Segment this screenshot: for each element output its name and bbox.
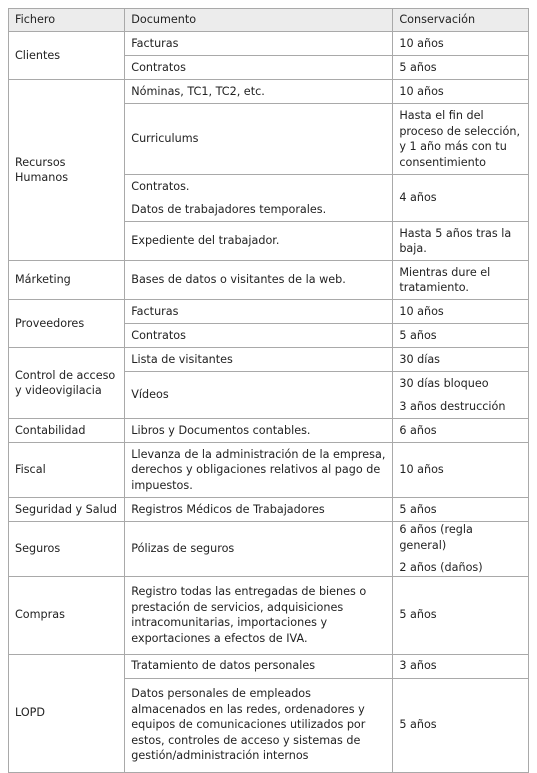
conservacion-cell xyxy=(393,576,529,654)
conservacion-text: 5 años xyxy=(399,608,437,622)
fichero-cell: Fiscal xyxy=(9,443,125,498)
documento-text: Nóminas, TC1, TC2, etc. xyxy=(131,84,265,98)
fichero-cell: Control de acceso y videovigilacia xyxy=(9,348,125,419)
documento-text: Bases de datos o visitantes de la web. xyxy=(131,273,346,287)
documento-text: Contratos xyxy=(131,60,186,74)
table-header xyxy=(9,9,529,32)
documento-text: Vídeos xyxy=(131,388,169,402)
documento-cell xyxy=(125,419,393,443)
documento-cell xyxy=(125,678,393,772)
conservacion-text: Hasta el fin del proceso de selección, y 1 año más con tu consentimiento xyxy=(399,109,521,169)
table-body xyxy=(9,32,529,773)
table-row xyxy=(9,300,529,324)
header-documento: Documento xyxy=(125,9,393,32)
documento-cell xyxy=(125,80,393,104)
conservacion-cell xyxy=(393,443,529,498)
conservacion-text: Mientras dure el tratamiento. xyxy=(399,265,491,294)
documento-text: Datos de trabajadores temporales. xyxy=(131,202,327,216)
documento-text: Curriculums xyxy=(131,132,199,146)
conservacion-cell xyxy=(393,175,529,222)
conservacion-text: 10 años xyxy=(399,36,444,50)
documento-cell xyxy=(125,348,393,372)
fichero-cell: Recursos Humanos xyxy=(9,80,125,261)
documento-cell xyxy=(125,175,393,222)
conservacion-cell xyxy=(393,522,529,577)
conservacion-text: 6 años xyxy=(399,423,437,437)
table-row xyxy=(9,654,529,678)
documento-cell xyxy=(125,56,393,80)
fichero-cell: Compras xyxy=(9,576,125,654)
documento-text: Tratamiento de datos personales xyxy=(131,659,316,673)
documento-cell xyxy=(125,498,393,522)
conservacion-text: 4 años xyxy=(399,191,437,205)
table-row xyxy=(9,419,529,443)
conservacion-text: 30 días bloqueo xyxy=(399,377,489,390)
documento-cell xyxy=(125,104,393,175)
documento-cell xyxy=(125,32,393,56)
conservacion-cell xyxy=(393,104,529,175)
conservacion-text: Hasta 5 años tras la baja. xyxy=(399,226,512,255)
header-fichero: Fichero xyxy=(9,9,125,32)
conservacion-text: 5 años xyxy=(399,328,437,342)
conservacion-text: 2 años (daños) xyxy=(399,561,483,574)
documento-text: Pólizas de seguros xyxy=(131,542,235,555)
documento-text: Contratos. xyxy=(131,180,190,193)
documento-cell xyxy=(125,654,393,678)
table-row xyxy=(9,261,529,300)
documento-text: Facturas xyxy=(131,304,179,318)
conservacion-text: 10 años xyxy=(399,84,444,98)
conservacion-text: 10 años xyxy=(399,463,444,477)
documento-cell xyxy=(125,443,393,498)
conservacion-cell xyxy=(393,222,529,261)
fichero-cell: LOPD xyxy=(9,654,125,772)
conservacion-cell xyxy=(393,261,529,300)
table-row xyxy=(9,348,529,372)
conservacion-cell xyxy=(393,32,529,56)
conservacion-cell xyxy=(393,372,529,419)
documento-cell xyxy=(125,261,393,300)
conservacion-text: 3 años destrucción xyxy=(399,399,506,413)
conservacion-cell xyxy=(393,348,529,372)
table-row xyxy=(9,443,529,498)
table-row xyxy=(9,522,529,577)
retention-table xyxy=(8,8,529,773)
conservacion-cell xyxy=(393,498,529,522)
documento-cell xyxy=(125,300,393,324)
documento-cell xyxy=(125,222,393,261)
header-row xyxy=(9,9,529,32)
documento-text: Datos personales de empleados almacenados en las redes, ordenadores y equipos de comunicaciones utilizados por estos, controles de acceso y sistemas de gestión/administración internos xyxy=(131,687,366,763)
table-row xyxy=(9,498,529,522)
fichero-cell: Seguridad y Salud xyxy=(9,498,125,522)
header-conservacion: Conservación xyxy=(393,9,529,32)
conservacion-text: 5 años xyxy=(399,718,437,732)
conservacion-text: 30 días xyxy=(399,352,441,366)
documento-cell xyxy=(125,324,393,348)
documento-cell xyxy=(125,522,393,577)
conservacion-text: 6 años (regla general) xyxy=(399,523,473,552)
conservacion-cell xyxy=(393,654,529,678)
documento-text: Registros Médicos de Trabajadores xyxy=(131,502,325,516)
conservacion-cell xyxy=(393,324,529,348)
conservacion-text: 10 años xyxy=(399,304,444,318)
fichero-cell: Contabilidad xyxy=(9,419,125,443)
fichero-cell: Seguros xyxy=(9,522,125,577)
conservacion-text: 3 años xyxy=(399,659,437,673)
conservacion-cell xyxy=(393,56,529,80)
documento-text: Libros y Documentos contables. xyxy=(131,423,311,437)
conservacion-cell xyxy=(393,300,529,324)
documento-cell xyxy=(125,372,393,419)
table-row xyxy=(9,32,529,56)
documento-text: Facturas xyxy=(131,36,179,50)
fichero-cell: Márketing xyxy=(9,261,125,300)
conservacion-cell xyxy=(393,678,529,772)
table-row xyxy=(9,80,529,104)
table-row xyxy=(9,576,529,654)
documento-text: Registro todas las entregadas de bienes o prestación de servicios, adquisiciones intracomunitarias, importaciones y exportaciones a efectos de IVA. xyxy=(131,585,367,645)
documento-text: Contratos xyxy=(131,328,186,342)
documento-text: Lista de visitantes xyxy=(131,352,233,366)
conservacion-text: 5 años xyxy=(399,60,437,74)
fichero-cell: Proveedores xyxy=(9,300,125,348)
fichero-cell: Clientes xyxy=(9,32,125,80)
conservacion-text: 5 años xyxy=(399,502,437,516)
documento-text: Expediente del trabajador. xyxy=(131,234,280,248)
documento-cell xyxy=(125,576,393,654)
documento-text: Llevanza de la administración de la empresa, derechos y obligaciones relativos al pago de impuestos. xyxy=(131,447,386,492)
conservacion-cell xyxy=(393,419,529,443)
conservacion-cell xyxy=(393,80,529,104)
